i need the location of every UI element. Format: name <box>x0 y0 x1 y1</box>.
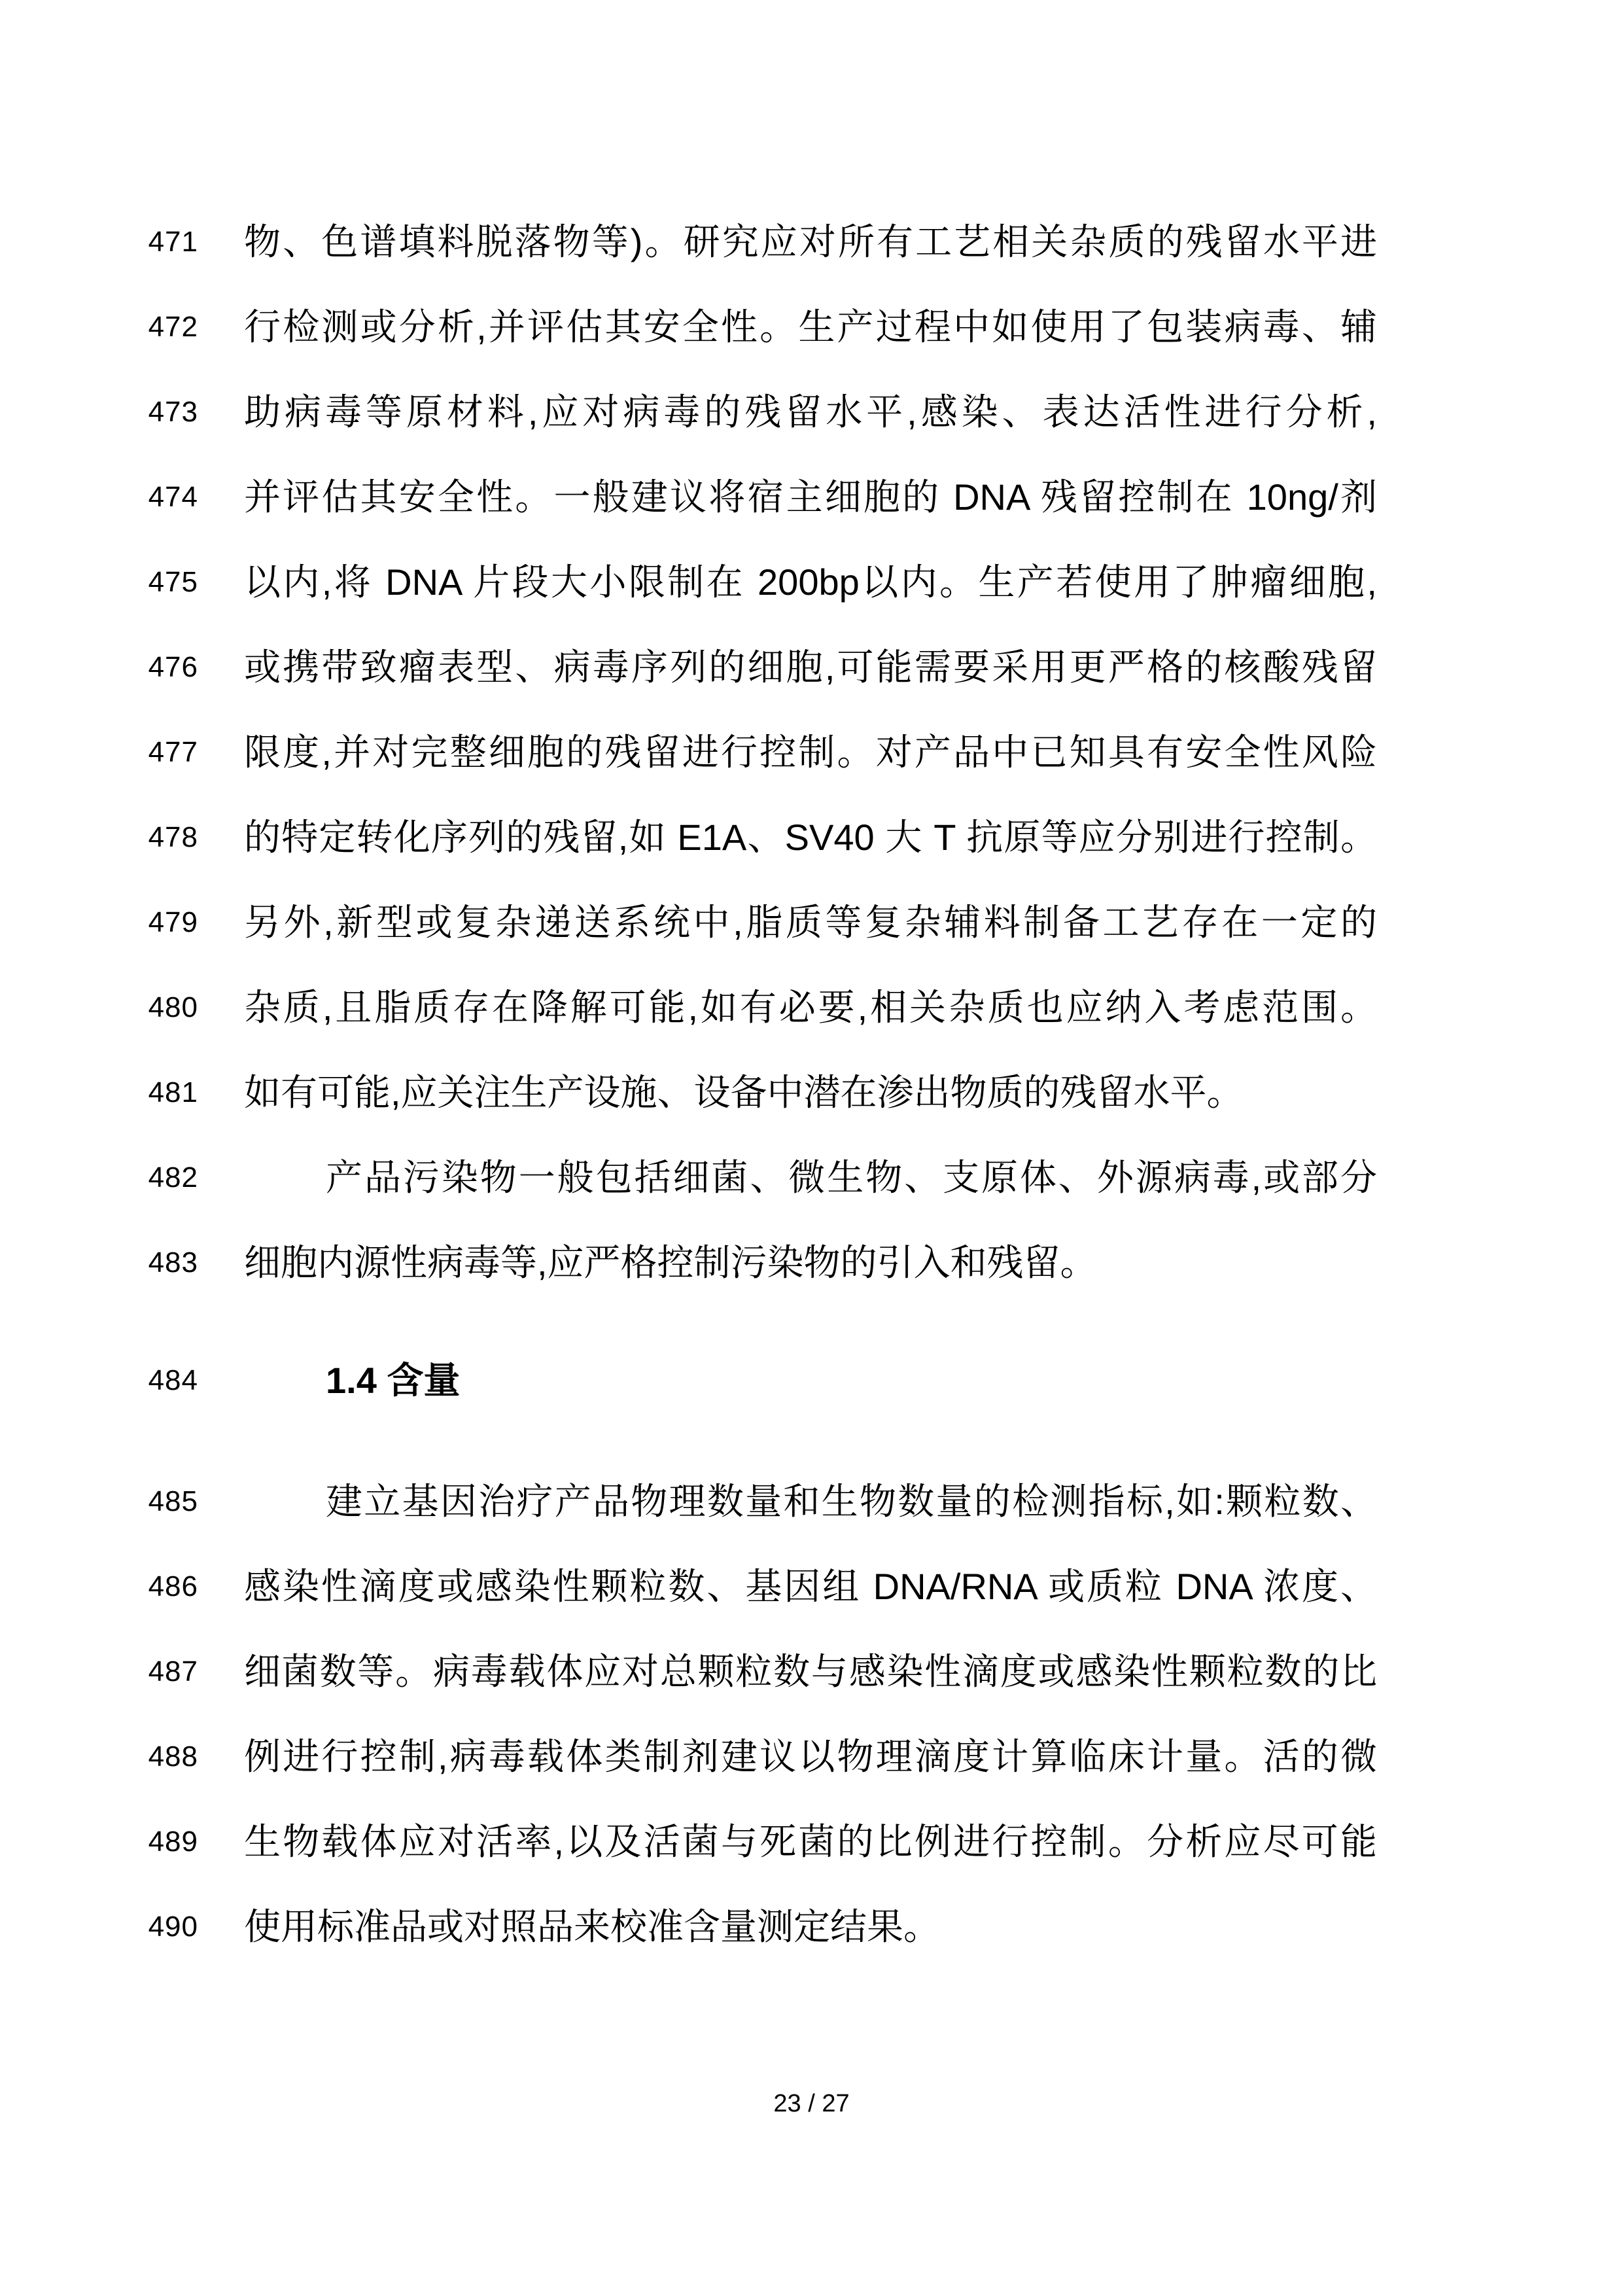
line-number: 477 <box>148 736 198 768</box>
text-line-row <box>0 370 1623 455</box>
line-number: 481 <box>148 1076 198 1108</box>
line-text: 建立基因治疗产品物理数量和生物数量的检测指标,如:颗粒数、 <box>326 1481 1377 1522</box>
line-text: 细菌数等。病毒载体应对总颗粒数与感染性滴度或感染性颗粒数的比 <box>244 1651 1377 1692</box>
line-number: 473 <box>148 396 198 428</box>
section-heading-row <box>0 1338 1623 1423</box>
line-text: 并评估其安全性。一般建议将宿主细胞的 DNA 残留控制在 10ng/剂 <box>244 476 1377 518</box>
page-number: 23 / 27 <box>773 2090 850 2117</box>
line-number: 486 <box>148 1570 198 1602</box>
line-number: 475 <box>148 566 198 598</box>
line-text: 生物载体应对活率,以及活菌与死菌的比例进行控制。分析应尽可能 <box>244 1821 1377 1862</box>
line-text: 感染性滴度或感染性颗粒数、基因组 DNA/RNA 或质粒 DNA 浓度、 <box>244 1566 1377 1607</box>
line-number: 482 <box>148 1161 198 1193</box>
line-text: 限度,并对完整细胞的残留进行控制。对产品中已知具有安全性风险 <box>244 732 1377 773</box>
line-number: 489 <box>148 1826 198 1858</box>
body-text-block <box>0 200 1623 1969</box>
line-text: 例进行控制,病毒载体类制剂建议以物理滴度计算临床计量。活的微 <box>244 1736 1377 1777</box>
line-text: 产品污染物一般包括细菌、微生物、支原体、外源病毒,或部分 <box>326 1157 1377 1198</box>
text-line-row <box>0 625 1623 710</box>
line-number: 480 <box>148 991 198 1023</box>
line-text: 助病毒等原材料,应对病毒的残留水平,感染、表达活性进行分析, <box>244 391 1377 433</box>
line-number: 474 <box>148 481 198 513</box>
line-number: 487 <box>148 1655 198 1687</box>
text-line-row <box>0 1799 1623 1884</box>
text-line-row <box>0 710 1623 795</box>
text-line-row <box>0 965 1623 1050</box>
text-line-row <box>0 200 1623 285</box>
text-line-row <box>0 795 1623 880</box>
text-line-row <box>0 455 1623 540</box>
line-number: 472 <box>148 311 198 343</box>
text-line-row <box>0 1220 1623 1305</box>
line-number: 471 <box>148 226 198 258</box>
line-number: 488 <box>148 1740 198 1773</box>
line-text: 或携带致瘤表型、病毒序列的细胞,可能需要采用更严格的核酸残留 <box>244 646 1377 688</box>
section-heading: 1.4 含量 <box>326 1360 461 1401</box>
text-line-row <box>0 1714 1623 1799</box>
text-line-row <box>0 1884 1623 1969</box>
text-line-row <box>0 1629 1623 1714</box>
text-line-row <box>0 1544 1623 1629</box>
line-text: 杂质,且脂质存在降解可能,如有必要,相关杂质也应纳入考虑范围。 <box>244 987 1377 1028</box>
line-number: 478 <box>148 821 198 853</box>
line-number: 479 <box>148 906 198 938</box>
text-line-row <box>0 880 1623 965</box>
line-number: 483 <box>148 1246 198 1279</box>
line-text: 的特定转化序列的残留,如 E1A、SV40 大 T 抗原等应分别进行控制。 <box>244 817 1378 858</box>
text-line-row <box>0 1459 1623 1544</box>
text-line-row <box>0 1050 1623 1135</box>
line-number: 485 <box>148 1485 198 1517</box>
line-number: 476 <box>148 651 198 683</box>
line-number: 490 <box>148 1911 198 1943</box>
line-text: 如有可能,应关注生产设施、设备中潜在渗出物质的残留水平。 <box>244 1072 1244 1113</box>
text-line-row <box>0 285 1623 370</box>
text-line-row <box>0 1135 1623 1220</box>
line-text: 物、色谱填料脱落物等)。研究应对所有工艺相关杂质的残留水平进 <box>244 221 1377 262</box>
line-text: 细胞内源性病毒等,应严格控制污染物的引入和残留。 <box>244 1242 1097 1283</box>
line-text: 使用标准品或对照品来校准含量测定结果。 <box>244 1906 940 1947</box>
text-line-row <box>0 540 1623 625</box>
line-number: 484 <box>148 1364 198 1396</box>
line-text: 另外,新型或复杂递送系统中,脂质等复杂辅料制备工艺存在一定的 <box>244 902 1377 943</box>
line-text: 行检测或分析,并评估其安全性。生产过程中如使用了包装病毒、辅 <box>244 306 1377 347</box>
line-text: 以内,将 DNA 片段大小限制在 200bp以内。生产若使用了肿瘤细胞, <box>244 561 1377 603</box>
